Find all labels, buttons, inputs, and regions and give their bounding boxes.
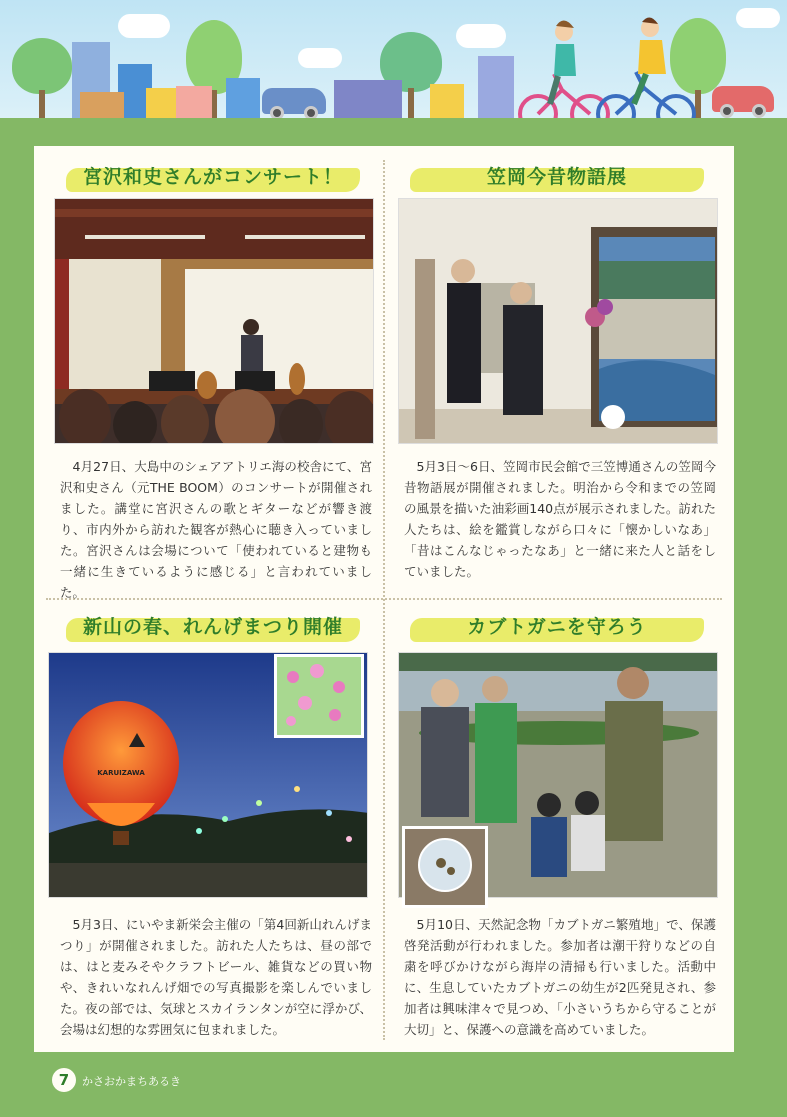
- section-title-wrap: [392, 158, 722, 192]
- section-body: 4月27日、大島中のシェアアトリエ海の校舎にて、宮沢和史さん（元THE BOOM）のコンサートが開催されました。講堂に宮沢さんの歌とギターなどが響き渡り、市内外から訪れた観客が熱心に聴き入っていました。宮沢さんは会場について「使われていると建物も一緒に生きているように感じる」と言われていました。: [60, 459, 372, 600]
- section-title: 宮沢和史さんがコンサート！: [82, 166, 343, 188]
- renge-flower-inset: [274, 654, 364, 738]
- cloud: [298, 48, 342, 68]
- house-icon: [430, 84, 464, 120]
- cloud: [118, 14, 170, 38]
- section-title-wrap: [48, 608, 378, 642]
- content-panel: [34, 146, 734, 1052]
- house-icon: [80, 92, 124, 120]
- section-concert: [48, 158, 378, 600]
- section-title-wrap: [48, 158, 378, 192]
- car-icon: [712, 86, 774, 112]
- house-icon: [176, 86, 212, 120]
- tree-icon: [12, 38, 72, 120]
- concert-photo: [54, 198, 374, 444]
- section-exhibition: [392, 158, 722, 588]
- cloud: [456, 24, 506, 48]
- section-title: カブトガニを守ろう: [467, 616, 647, 638]
- section-title: 新山の春、れんげまつり開催: [82, 616, 343, 638]
- exhibition-photo: [398, 198, 718, 444]
- section-body: 5月3日、にいやま新栄会主催の「第4回新山れんげまつり」が開催されました。訪れた人たちは、昼の部では、はと麦みそやクラフトビール、雑貨などの買い物や、きれいなれんげ畑での写真撮影を楽しんでいました。夜の部では、気球とスカイランタンが空に浮かび、会場は幻想的な雰囲気に包まれました。: [60, 917, 372, 1037]
- building-icon: [478, 56, 514, 118]
- car-icon: [262, 88, 326, 114]
- crab-larva-inset: [402, 826, 488, 908]
- house-icon: [334, 80, 402, 120]
- building-icon: [226, 78, 260, 118]
- page-number: 7: [52, 1068, 76, 1092]
- section-title: 笠岡今昔物語展: [486, 166, 627, 188]
- section-body: 5月10日、天然記念物「カブトガニ繁殖地」で、保護啓発活動が行われました。参加者は潮干狩りなどの自粛を呼びかけながら海岸の清掃も行いました。活動中に、生息していたカブトガニの幼生が2匹発見され、参加者は興味津々で見つめ、「小さいうちから守ることが大切」と、保護への意識を高めていました。: [404, 917, 716, 1037]
- vertical-divider: [383, 160, 385, 1040]
- section-body: 5月3日～6日、笠岡市民会館で三笠博通さんの笠岡今昔物語展が開催されました。明治から令和までの笠岡の風景を描いた油彩画140点が展示されました。訪れた人たちは、絵を鑑賞しながら口々に「懐かしいなあ」「昔はこんなじゃったなあ」と一緒に来た人と話をしていました。: [404, 459, 716, 579]
- footer-label: かさおかまちあるき: [82, 1075, 181, 1088]
- section-title-wrap: [392, 608, 722, 642]
- header-illustration: [0, 0, 787, 150]
- house-icon: [146, 88, 176, 120]
- section-renge-festival: [48, 608, 378, 1048]
- balloon-brand-label: KARUIZAWA: [97, 769, 145, 777]
- cloud: [736, 8, 780, 28]
- section-horseshoe-crab: [392, 608, 722, 1048]
